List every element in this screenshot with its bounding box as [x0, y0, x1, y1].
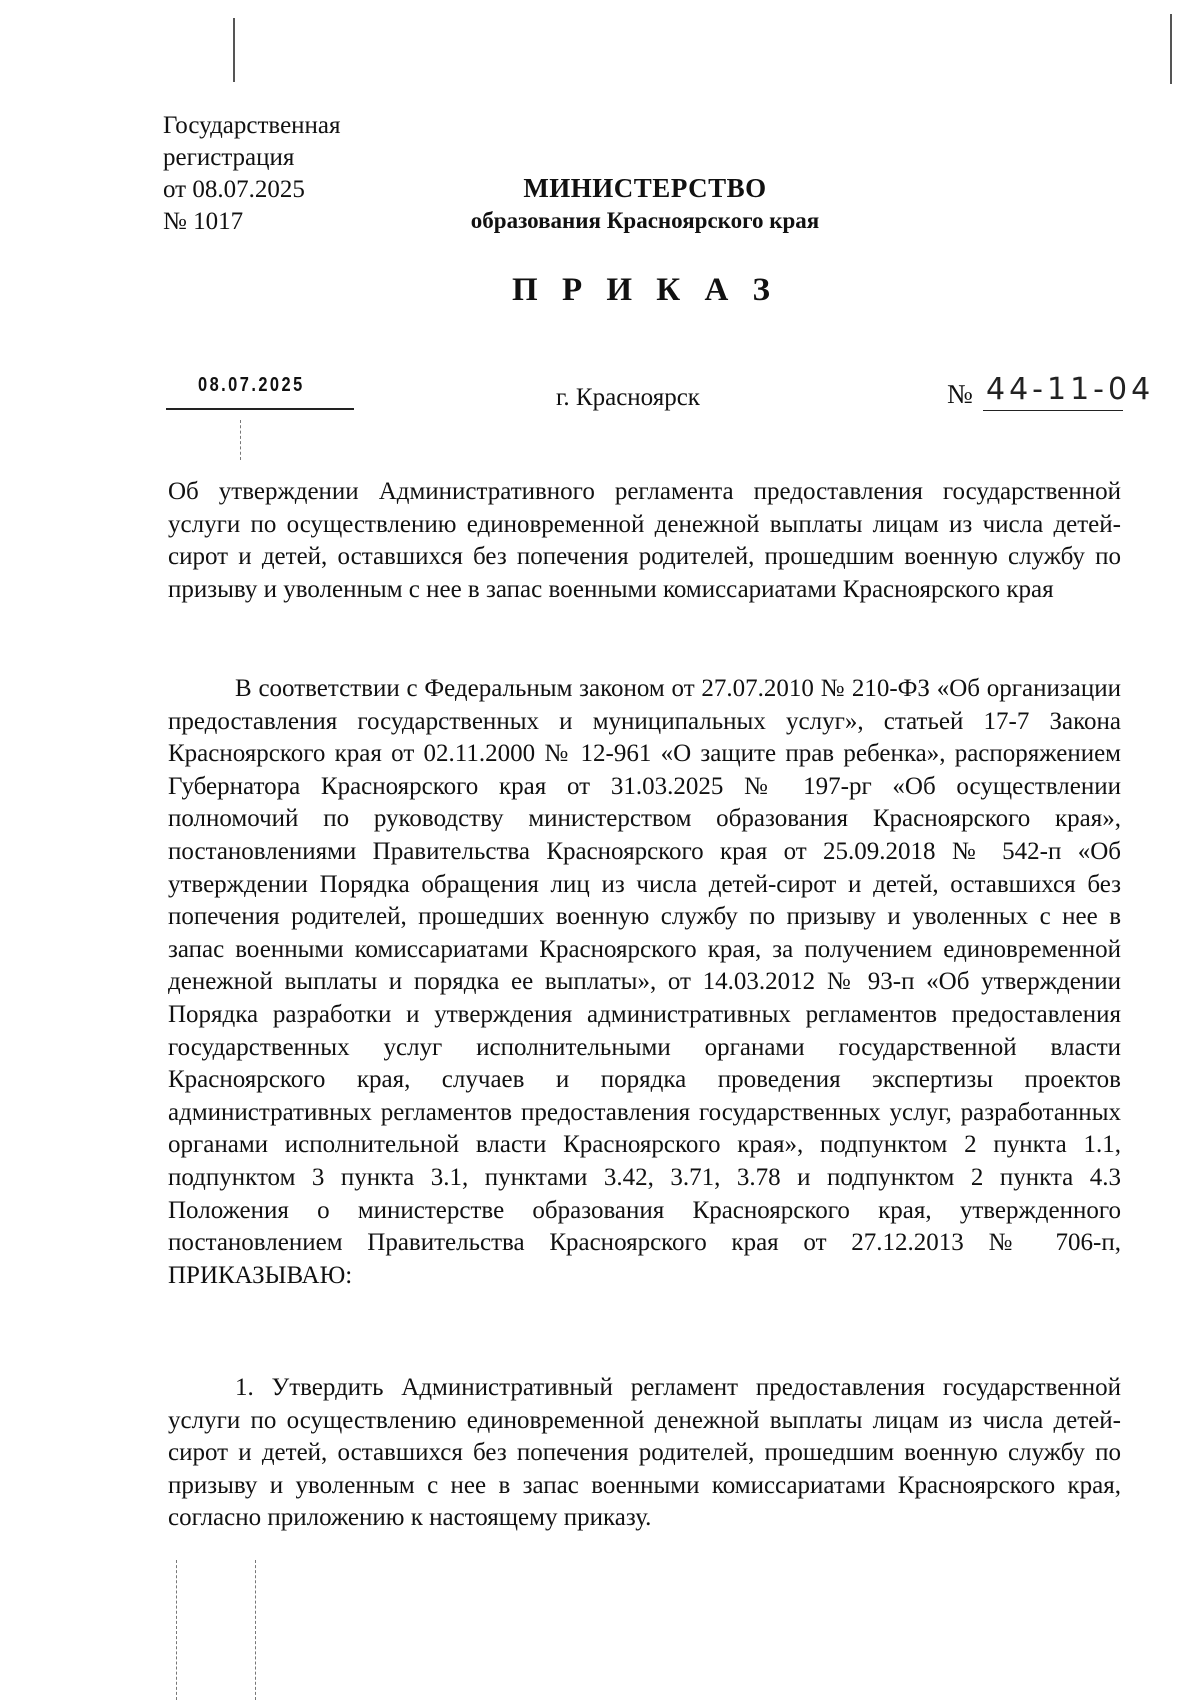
order-number-underline	[983, 410, 1123, 411]
registration-line-1: Государственная	[163, 112, 341, 139]
document-type: П Р И К А З	[512, 272, 778, 308]
order-number-handwritten: 44-11-04	[986, 372, 1155, 407]
order-item-1: 1. Утвердить Административный регламент предоставления государственной услуги по осуществлению единовременной денежной выплаты лицам из числа детей-сирот и детей, оставшихся без попечения родителей, прошедшим военную службу по призыву и уволенным с нее в запас военными комиссариатами Красноярского края, согласно приложению к настоящему приказу.	[168, 1374, 1121, 1532]
preamble-paragraph: В соответствии с Федеральным законом от 27.07.2010 № 210-ФЗ «Об организации предоставления государственных и муниципальных услуг», статьей 17-7 Закона Красноярского края от 02.11.2000 № 12-961 «О защите прав ребенка», распоряжением Губернатора Красноярского края от 31.03.2025 № 197-рг «Об осуществлении полномочий по руководству министерством образования Красноярского края», постановлениями Правительства Красноярского края от 25.09.2018 № 542-п «Об утверждении Порядка обращения лиц из числа детей-сирот и детей, оставшихся без попечения родителей, прошедших военную службу по призыву и уволенных с нее в запас военными комиссариатами Красноярского края, за получением единовременной денежной выплаты и порядка ее выплаты», от 14.03.2012 № 93-п «Об утверждении Порядка разработки и утверждения административных регламентов предоставления государственных услуг исполнительными органами государственной власти Красноярского края, случаев и порядка проведения экспертизы проектов административных регламентов предоставления государственных услуг, разработанных органами исполнительной власти Красноярского края», подпунктом 2 пункта 1.1, подпунктом 3 пункта 3.1, пунктами 3.42, 3.71, 3.78 и подпунктом 2 пункта 4.3 Положения о министерстве образования Красноярского края, утвержденного постановлением Правительства Красноярского края от 27.12.2013 № 706-п, ПРИКАЗЫВАЮ:	[168, 675, 1121, 1289]
registration-date: от 08.07.2025	[163, 176, 305, 203]
scan-mark-left-1	[240, 420, 241, 460]
subject-title: Об утверждении Административного регламента предоставления государственной услуги по осуществлению единовременной денежной выплаты лицам из числа детей-сирот и детей, оставшихся без попечения родителей, прошедшим военную службу по призыву и уволенным с нее в запас военными комиссариатами Красноярского края	[168, 478, 1121, 603]
ministry-header	[380, 171, 910, 237]
registration-number: № 1017	[163, 208, 244, 235]
date-stamp: 08.07.2025	[198, 374, 305, 396]
registration-line-2: регистрация	[163, 144, 295, 171]
scan-mark-bottom	[255, 1560, 256, 1700]
scan-mark-left-2	[176, 1560, 177, 1700]
order-number-prefix: №	[947, 379, 973, 409]
ministry-subtitle: образования Красноярского края	[470, 208, 820, 233]
city: г. Красноярск	[556, 384, 700, 411]
scan-mark-right	[1170, 14, 1172, 84]
registration-block	[163, 110, 341, 238]
scan-mark-top	[233, 18, 235, 82]
date-underline	[166, 408, 354, 410]
ministry-title: МИНИСТЕРСТВО	[523, 173, 767, 203]
